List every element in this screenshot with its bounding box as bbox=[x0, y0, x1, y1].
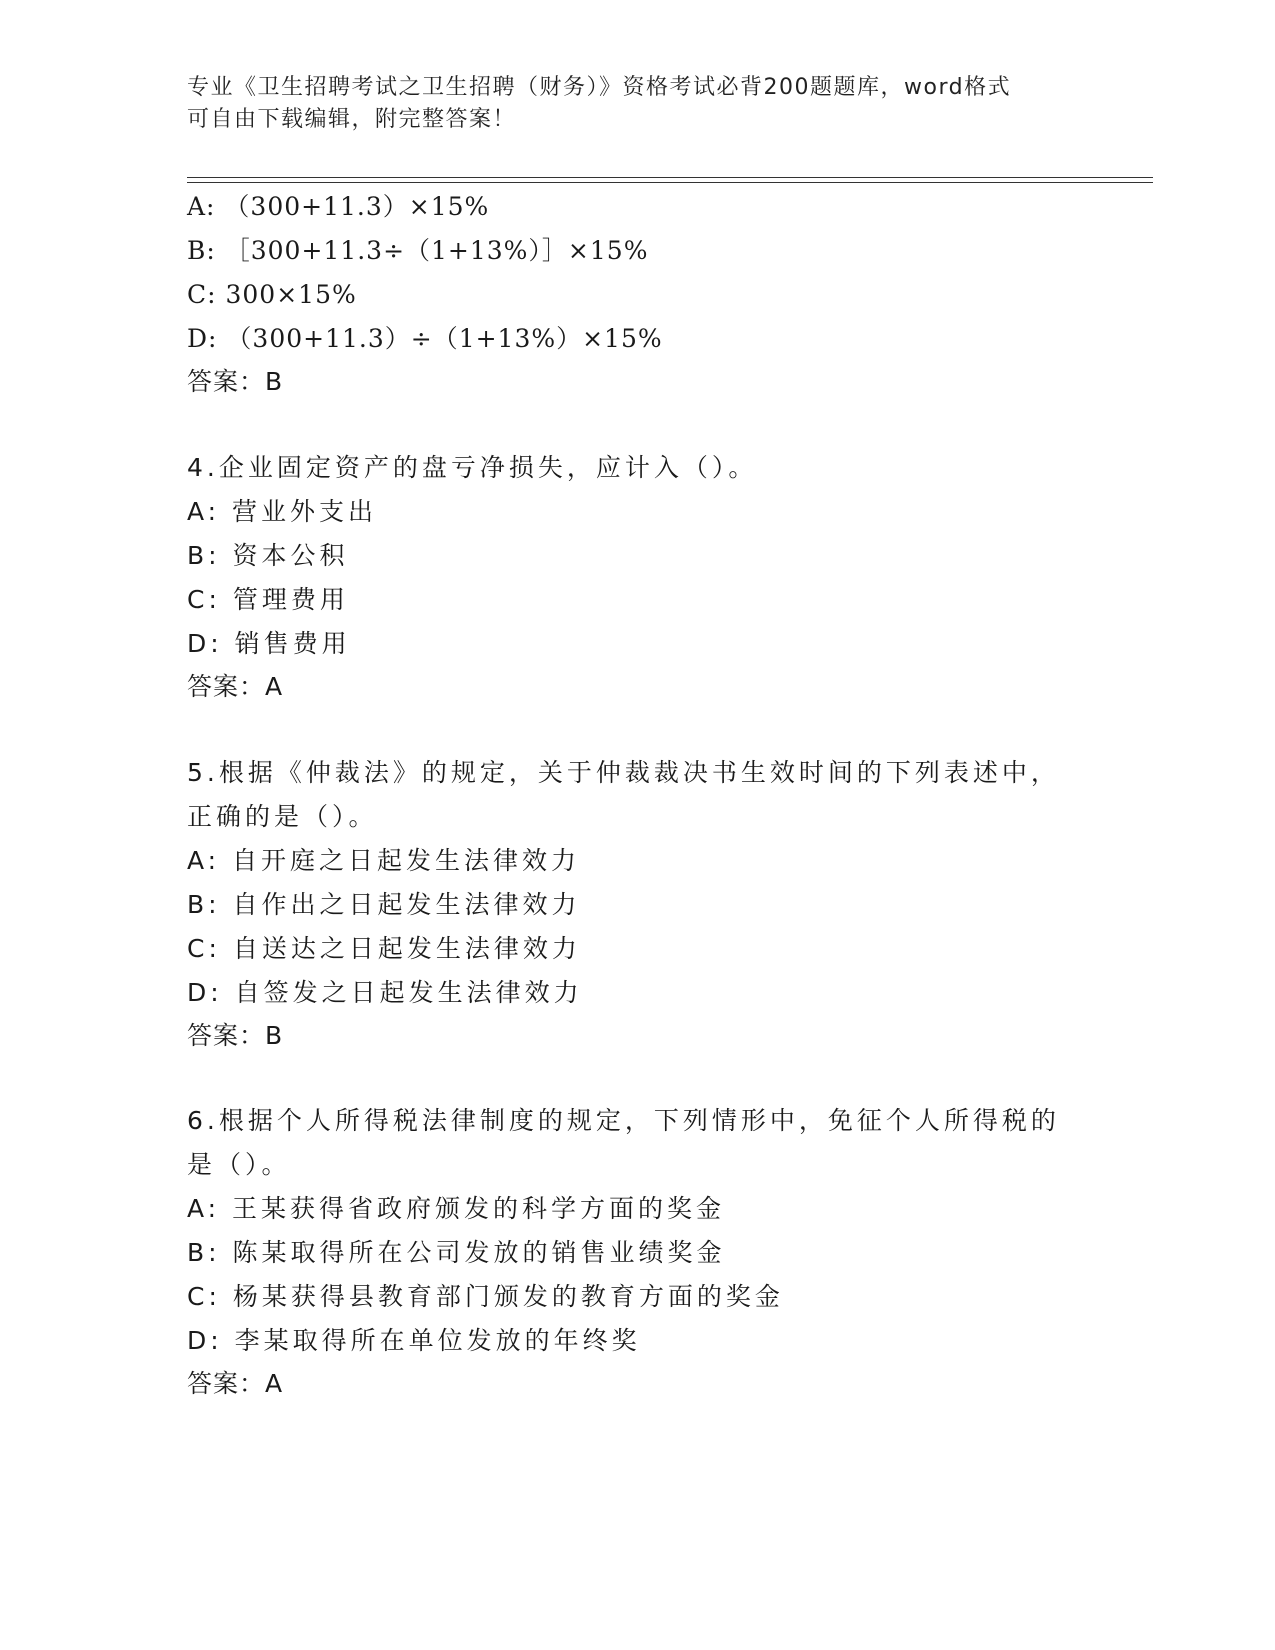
q5-option-a: A: 自开庭之日起发生法律效力 bbox=[187, 846, 581, 875]
q3-answer: 答案：B bbox=[187, 367, 284, 396]
q5-question-line-2: 正确的是（）。 bbox=[187, 802, 378, 831]
q6-question-line-2: 是（）。 bbox=[187, 1150, 291, 1179]
q3-option-b: B: ［300+11.3÷（1+13%）］×15% bbox=[187, 236, 649, 265]
q4-option-a: A: 营业外支出 bbox=[187, 497, 378, 526]
q4-option-c: C: 管理费用 bbox=[187, 585, 349, 614]
header-line-2: 可自由下载编辑，附完整答案！ bbox=[187, 107, 517, 132]
q6-question-line-1: 6.根据个人所得税法律制度的规定，下列情形中，免征个人所得税的 bbox=[187, 1106, 1060, 1135]
q6-option-b: B: 陈某取得所在公司发放的销售业绩奖金 bbox=[187, 1238, 726, 1267]
q4-answer: 答案：A bbox=[187, 672, 284, 701]
q5-option-b: B: 自作出之日起发生法律效力 bbox=[187, 890, 581, 919]
q4-question: 4.企业固定资产的盘亏净损失，应计入（）。 bbox=[187, 453, 758, 482]
q5-answer: 答案：B bbox=[187, 1021, 284, 1050]
header-line-1: 专业《卫生招聘考试之卫生招聘（财务）》资格考试必背200题题库，word格式 bbox=[187, 75, 1012, 100]
q6-answer: 答案：A bbox=[187, 1369, 284, 1398]
q5-option-d: D: 自签发之日起发生法律效力 bbox=[187, 978, 583, 1007]
q4-option-d: D: 销售费用 bbox=[187, 629, 351, 658]
document-header bbox=[187, 72, 1067, 136]
q5-question-line-1: 5.根据《仲裁法》的规定，关于仲裁裁决书生效时间的下列表述中， bbox=[187, 758, 1060, 787]
q6-option-a: A: 王某获得省政府颁发的科学方面的奖金 bbox=[187, 1194, 726, 1223]
q4-option-b: B: 资本公积 bbox=[187, 541, 349, 570]
q6-option-d: D: 李某取得所在单位发放的年终奖 bbox=[187, 1326, 641, 1355]
header-divider-top bbox=[187, 177, 1153, 178]
q3-option-d: D: （300+11.3）÷（1+13%）×15% bbox=[187, 324, 663, 353]
q5-option-c: C: 自送达之日起发生法律效力 bbox=[187, 934, 581, 963]
q6-option-c: C: 杨某获得县教育部门颁发的教育方面的奖金 bbox=[187, 1282, 784, 1311]
header-divider-bottom bbox=[187, 182, 1153, 183]
q3-option-a: A: （300+11.3）×15% bbox=[187, 192, 490, 221]
q3-option-c: C: 300×15% bbox=[187, 280, 357, 309]
